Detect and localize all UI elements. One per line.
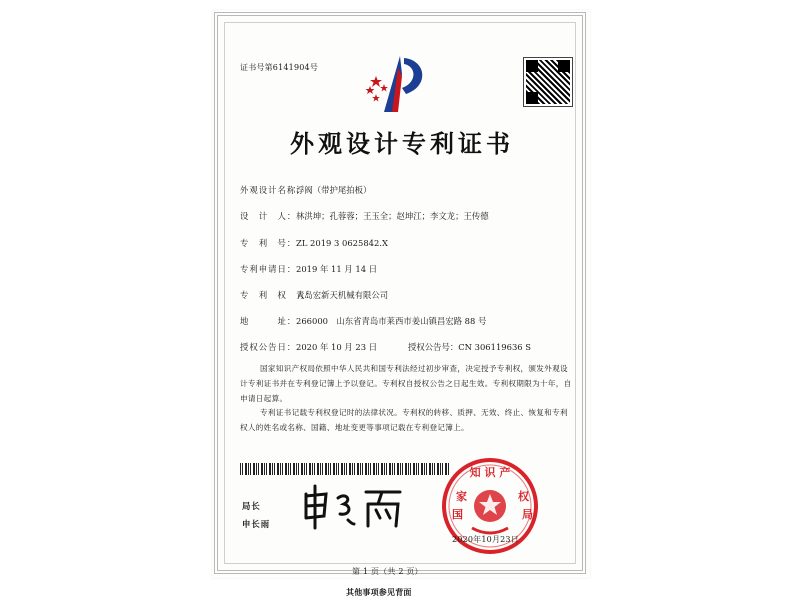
field-value: 2019 年 11 月 14 日 (296, 264, 378, 274)
page-indicator: 第 1 页（共 2 页） (352, 567, 423, 576)
field-label: 专 利 权 人： (240, 290, 315, 300)
field-address (240, 315, 486, 327)
director-title: 局长 (242, 501, 261, 511)
field-design-name (240, 184, 371, 196)
svg-text:国: 国 (452, 508, 463, 521)
field-label: 地 址： (240, 316, 297, 326)
certificate-paragraph-1: 国家知识产权局依照中华人民共和国专利法经过初步审查，决定授予专利权，颁发外观设计专利证书并在专利登记簿上予以登记。专利权自授权公告之日起生效。专利权期限为十年，自申请日起算。 (240, 364, 572, 403)
svg-text:家: 家 (456, 490, 467, 503)
director-signature (300, 484, 410, 532)
field-value: 浮阀（带护尾拍板） (296, 185, 372, 195)
cnipa-logo-icon (364, 54, 436, 116)
field-value: ZL 2019 3 0625842.X (296, 238, 388, 248)
seal-date: 2020年10月23日 (452, 535, 519, 544)
field-filing-date (240, 263, 377, 275)
svg-text:知 识 产: 知 识 产 (469, 466, 511, 479)
field-value: 林洪坤；孔蓉蓉；王玉全；赵坤江；李文龙；王传德 (296, 211, 489, 221)
field-label: 专 利 号： (240, 238, 297, 248)
svg-text:权: 权 (518, 490, 529, 503)
barcode-icon (240, 463, 450, 475)
director-name: 申长雨 (242, 519, 271, 529)
certificate-number: 证书号第6141904号 (240, 63, 319, 72)
field-patentee (240, 289, 388, 301)
announcement-number: 授权公告号：CN 306119636 S (408, 342, 532, 352)
field-value: 2020 年 10 月 23 日 (296, 342, 378, 352)
field-value: 青岛宏新天机械有限公司 (296, 290, 389, 300)
field-grant-date (240, 341, 531, 353)
field-label: 设 计 人： (240, 211, 297, 221)
certificate-title: 外观设计专利证书 (290, 130, 514, 158)
certificate-paragraph-2: 专利证书记载专利权登记时的法律状况。专利权的转移、质押、无效、终止、恢复和专利权人的姓名或名称、国籍、地址变更等事项记载在专利登记簿上。 (240, 408, 568, 432)
field-label: 授权公告日： (240, 342, 297, 352)
svg-text:局: 局 (522, 508, 533, 521)
footer-note: 其他事项参见背面 (346, 587, 412, 597)
field-label: 外观设计名称： (240, 185, 306, 195)
qr-code-icon (524, 58, 572, 106)
field-patent-number (240, 237, 388, 249)
field-label: 专利申请日： (240, 264, 297, 274)
field-value: 266000 山东省青岛市莱西市姜山镇昌宏路 88 号 (296, 316, 487, 326)
field-designer (240, 210, 489, 222)
official-seal-icon (436, 454, 544, 562)
